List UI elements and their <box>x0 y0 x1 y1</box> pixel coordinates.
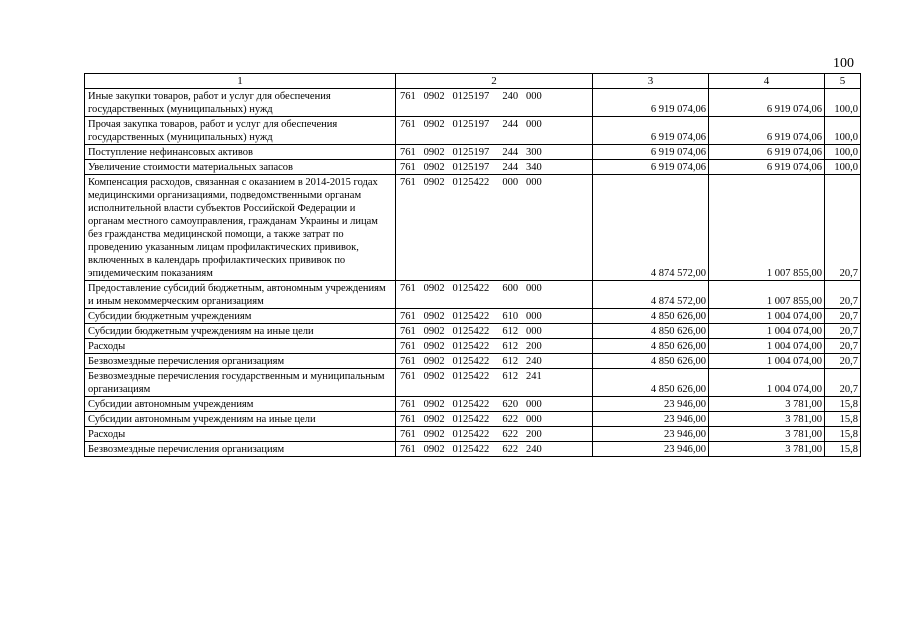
column-header-4: 4 <box>709 74 825 89</box>
row-code-cell: 761 0902 0125422 622 000 <box>396 412 593 427</box>
row-name-cell: Компенсация расходов, связанная с оказанием в 2014-2015 годах медицинскими организациями, подведомственными органам исполнительной власти субъектов Российской Федерации и органам местного самоуправления, гражданам Украины и лицам без гражданства медицинской помощи, а также затрат по проведению указанным лицам профилактических прививок, включенных в календарь профилактических прививок по эпидемическим показаниям <box>85 175 396 281</box>
row-name-cell: Расходы <box>85 427 396 442</box>
row-value-4-cell: 1 004 074,00 <box>709 369 825 397</box>
table-row <box>85 369 861 397</box>
row-value-3-cell: 4 850 626,00 <box>593 309 709 324</box>
table-row <box>85 160 861 175</box>
row-code-cell: 761 0902 0125422 622 200 <box>396 427 593 442</box>
table-body <box>85 89 861 457</box>
row-value-3-cell: 23 946,00 <box>593 412 709 427</box>
row-code-cell: 761 0902 0125197 240 000 <box>396 89 593 117</box>
row-value-3-cell: 23 946,00 <box>593 397 709 412</box>
row-value-4-cell: 1 004 074,00 <box>709 309 825 324</box>
column-header-1: 1 <box>85 74 396 89</box>
column-header-3: 3 <box>593 74 709 89</box>
row-value-3-cell: 6 919 074,06 <box>593 117 709 145</box>
row-value-4-cell: 3 781,00 <box>709 442 825 457</box>
table-row <box>85 397 861 412</box>
row-code-cell: 761 0902 0125422 622 240 <box>396 442 593 457</box>
row-percent-cell: 100,0 <box>825 160 861 175</box>
row-name-cell: Субсидии автономным учреждениям <box>85 397 396 412</box>
row-name-cell: Увеличение стоимости материальных запасов <box>85 160 396 175</box>
row-value-4-cell: 3 781,00 <box>709 427 825 442</box>
page-number: 100 <box>833 56 854 71</box>
table-row <box>85 324 861 339</box>
row-name-cell: Субсидии автономным учреждениям на иные цели <box>85 412 396 427</box>
row-code-cell: 761 0902 0125197 244 300 <box>396 145 593 160</box>
table-row <box>85 117 861 145</box>
row-percent-cell: 15,8 <box>825 442 861 457</box>
row-name-cell: Иные закупки товаров, работ и услуг для обеспечения государственных (муниципальных) нужд <box>85 89 396 117</box>
row-value-4-cell: 1 004 074,00 <box>709 339 825 354</box>
table-header <box>85 74 861 89</box>
row-value-4-cell: 1 007 855,00 <box>709 281 825 309</box>
row-percent-cell: 20,7 <box>825 281 861 309</box>
row-value-3-cell: 4 850 626,00 <box>593 324 709 339</box>
row-percent-cell: 100,0 <box>825 117 861 145</box>
row-value-4-cell: 1 004 074,00 <box>709 324 825 339</box>
row-value-3-cell: 6 919 074,06 <box>593 89 709 117</box>
row-value-4-cell: 3 781,00 <box>709 397 825 412</box>
column-header-5: 5 <box>825 74 861 89</box>
row-code-cell: 761 0902 0125422 612 240 <box>396 354 593 369</box>
row-value-3-cell: 23 946,00 <box>593 442 709 457</box>
row-percent-cell: 100,0 <box>825 145 861 160</box>
row-value-4-cell: 6 919 074,06 <box>709 160 825 175</box>
row-name-cell: Расходы <box>85 339 396 354</box>
table-row <box>85 281 861 309</box>
row-value-4-cell: 1 004 074,00 <box>709 354 825 369</box>
row-code-cell: 761 0902 0125422 612 000 <box>396 324 593 339</box>
row-percent-cell: 20,7 <box>825 309 861 324</box>
header-row <box>85 74 861 89</box>
row-value-3-cell: 4 874 572,00 <box>593 175 709 281</box>
row-value-4-cell: 3 781,00 <box>709 412 825 427</box>
row-percent-cell: 20,7 <box>825 324 861 339</box>
row-value-3-cell: 6 919 074,06 <box>593 160 709 175</box>
row-code-cell: 761 0902 0125422 000 000 <box>396 175 593 281</box>
row-name-cell: Безвозмездные перечисления государственным и муниципальным организациям <box>85 369 396 397</box>
row-code-cell: 761 0902 0125422 610 000 <box>396 309 593 324</box>
budget-table <box>84 73 861 457</box>
row-percent-cell: 15,8 <box>825 427 861 442</box>
row-name-cell: Субсидии бюджетным учреждениям на иные цели <box>85 324 396 339</box>
row-value-4-cell: 6 919 074,06 <box>709 145 825 160</box>
row-percent-cell: 20,7 <box>825 339 861 354</box>
row-value-3-cell: 4 850 626,00 <box>593 339 709 354</box>
row-name-cell: Безвозмездные перечисления организациям <box>85 354 396 369</box>
row-value-3-cell: 23 946,00 <box>593 427 709 442</box>
table-row <box>85 442 861 457</box>
row-name-cell: Предоставление субсидий бюджетным, автономным учреждениям и иным некоммерческим организациям <box>85 281 396 309</box>
table-row <box>85 412 861 427</box>
table-row <box>85 309 861 324</box>
row-percent-cell: 20,7 <box>825 175 861 281</box>
row-value-4-cell: 1 007 855,00 <box>709 175 825 281</box>
row-value-3-cell: 4 850 626,00 <box>593 369 709 397</box>
row-value-3-cell: 4 874 572,00 <box>593 281 709 309</box>
row-value-3-cell: 4 850 626,00 <box>593 354 709 369</box>
row-name-cell: Поступление нефинансовых активов <box>85 145 396 160</box>
row-name-cell: Субсидии бюджетным учреждениям <box>85 309 396 324</box>
row-code-cell: 761 0902 0125422 612 200 <box>396 339 593 354</box>
row-code-cell: 761 0902 0125422 600 000 <box>396 281 593 309</box>
row-code-cell: 761 0902 0125422 612 241 <box>396 369 593 397</box>
row-value-4-cell: 6 919 074,06 <box>709 89 825 117</box>
table-row <box>85 354 861 369</box>
row-name-cell: Безвозмездные перечисления организациям <box>85 442 396 457</box>
row-percent-cell: 15,8 <box>825 397 861 412</box>
row-name-cell: Прочая закупка товаров, работ и услуг для обеспечения государственных (муниципальных) нужд <box>85 117 396 145</box>
row-percent-cell: 100,0 <box>825 89 861 117</box>
row-percent-cell: 20,7 <box>825 369 861 397</box>
table-row <box>85 145 861 160</box>
row-percent-cell: 15,8 <box>825 412 861 427</box>
row-percent-cell: 20,7 <box>825 354 861 369</box>
row-code-cell: 761 0902 0125197 244 340 <box>396 160 593 175</box>
column-header-2: 2 <box>396 74 593 89</box>
table-row <box>85 427 861 442</box>
row-code-cell: 761 0902 0125422 620 000 <box>396 397 593 412</box>
table-row <box>85 175 861 281</box>
table-row <box>85 89 861 117</box>
row-value-3-cell: 6 919 074,06 <box>593 145 709 160</box>
table-row <box>85 339 861 354</box>
row-code-cell: 761 0902 0125197 244 000 <box>396 117 593 145</box>
row-value-4-cell: 6 919 074,06 <box>709 117 825 145</box>
